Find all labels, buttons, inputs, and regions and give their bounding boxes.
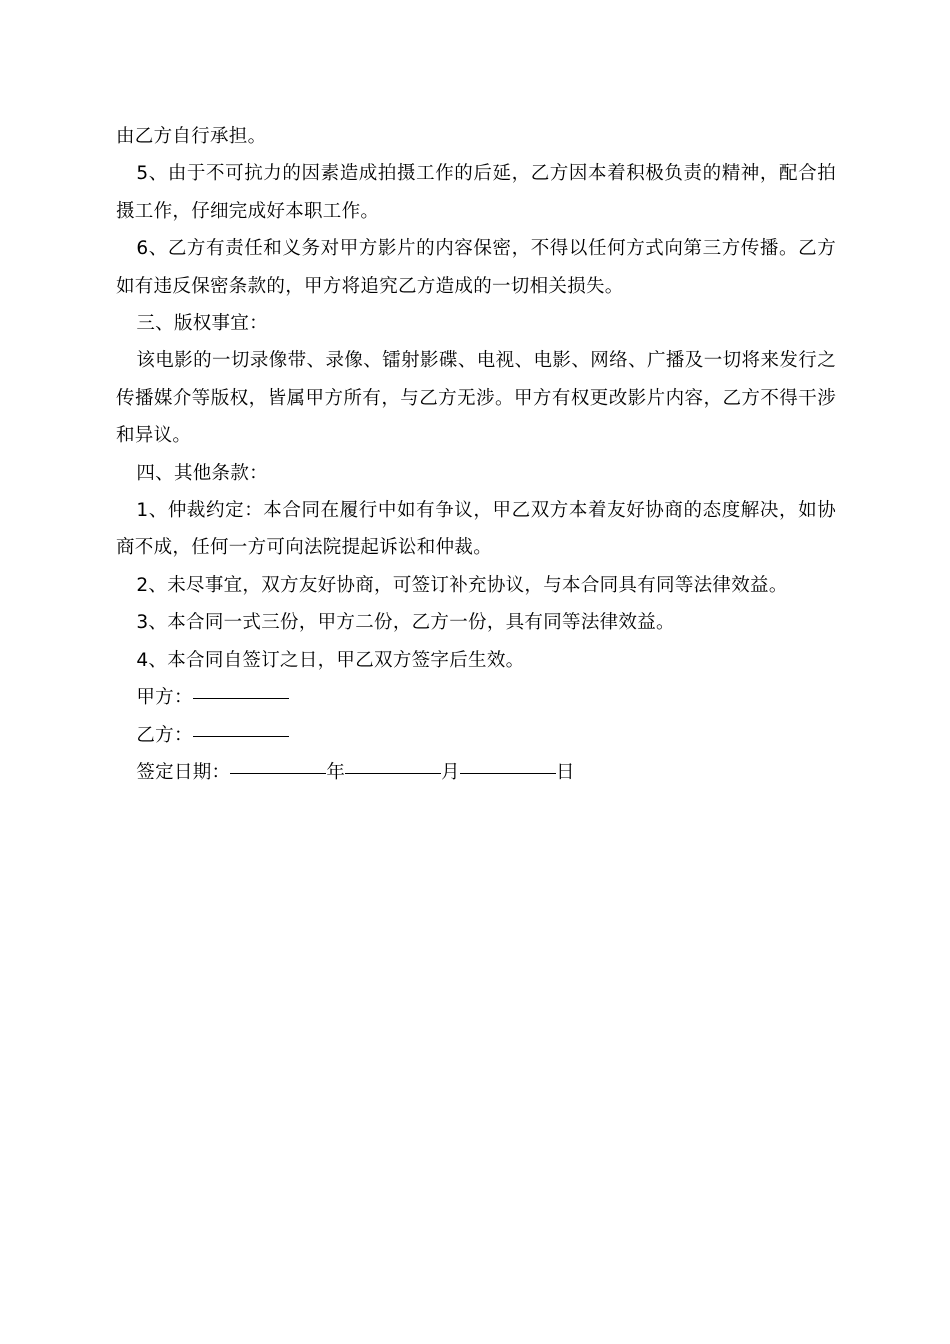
document-body bbox=[116, 118, 836, 791]
section-heading-copyright: 三、版权事宜： bbox=[136, 313, 268, 335]
day-blank[interactable] bbox=[460, 772, 556, 774]
section-heading-other-terms: 四、其他条款： bbox=[136, 462, 268, 484]
signing-date-line bbox=[116, 754, 836, 791]
year-blank[interactable] bbox=[230, 772, 326, 774]
party-b-label: 乙方： bbox=[136, 724, 193, 746]
party-a-label: 甲方： bbox=[136, 687, 193, 709]
clause-5: 5、由于不可抗力的因素造成拍摄工作的后延，乙方因本着积极负责的精神，配合拍摄工作，仔细完成好本职工作。 bbox=[116, 163, 836, 222]
date-label: 签定日期： bbox=[136, 761, 231, 783]
paragraph-continuation: 由乙方自行承担。 bbox=[116, 126, 267, 147]
party-b-signature-line bbox=[116, 717, 836, 754]
month-label: 月 bbox=[441, 761, 460, 783]
day-label: 日 bbox=[555, 761, 575, 783]
other-clause-4: 4、本合同自签订之日，甲乙双方签字后生效。 bbox=[136, 649, 525, 671]
other-clause-3: 3、本合同一式三份，甲方二份，乙方一份，具有同等法律效益。 bbox=[136, 612, 675, 634]
copyright-paragraph: 该电影的一切录像带、录像、镭射影碟、电视、电影、网络、广播及一切将来发行之传播媒介等版权，皆属甲方所有，与乙方无涉。甲方有权更改影片内容，乙方不得干涉和异议。 bbox=[116, 350, 836, 447]
other-clause-1: 1、仲裁约定：本合同在履行中如有争议，甲乙双方本着友好协商的态度解决，如协商不成，任何一方可向法院提起诉讼和仲裁。 bbox=[116, 500, 836, 559]
party-a-signature-line bbox=[116, 679, 836, 716]
month-blank[interactable] bbox=[345, 772, 441, 774]
party-a-blank[interactable] bbox=[193, 697, 289, 699]
party-b-blank[interactable] bbox=[193, 735, 289, 737]
year-label: 年 bbox=[326, 761, 346, 783]
other-clause-2: 2、未尽事宜，双方友好协商，可签订补充协议，与本合同具有同等法律效益。 bbox=[136, 574, 788, 596]
clause-6: 6、乙方有责任和义务对甲方影片的内容保密，不得以任何方式向第三方传播。乙方如有违反保密条款的，甲方将追究乙方造成的一切相关损失。 bbox=[116, 238, 836, 297]
